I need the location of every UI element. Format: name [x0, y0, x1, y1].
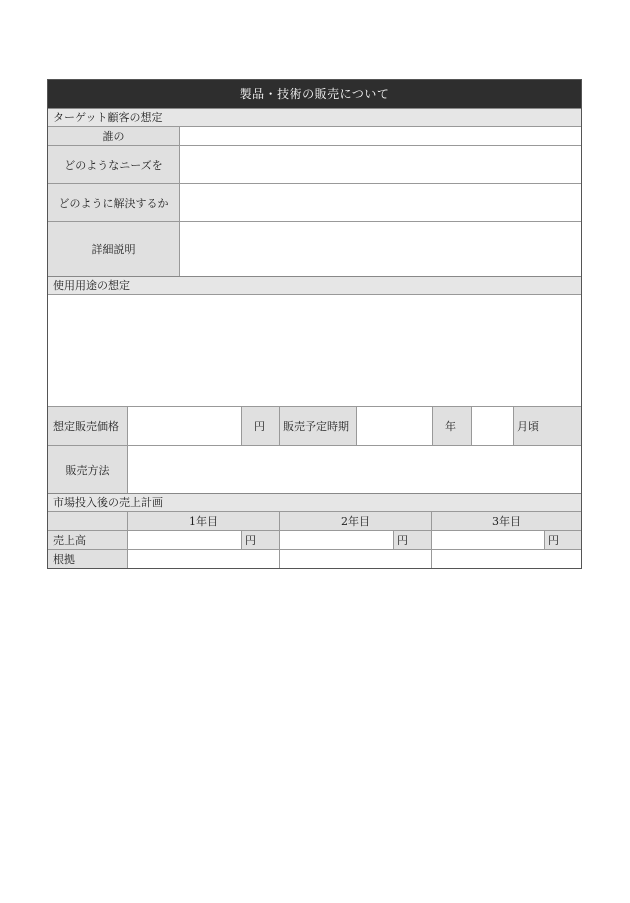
plan-corner [48, 512, 128, 530]
form-title: 製品・技術の販売について [48, 80, 581, 108]
who-row [48, 126, 581, 145]
schedule-label: 販売予定時期 [280, 407, 357, 445]
method-label: 販売方法 [48, 446, 128, 493]
who-label: 誰の [48, 127, 180, 145]
price-field[interactable] [128, 407, 242, 445]
year-2-sales-field[interactable] [280, 531, 394, 549]
usage-section-header: 使用用途の想定 [48, 276, 581, 294]
solve-label: どのように解決するか [48, 184, 180, 221]
schedule-month-field[interactable] [472, 407, 514, 445]
needs-field[interactable] [180, 146, 581, 183]
needs-label: どのようなニーズを [48, 146, 180, 183]
plan-section-header: 市場投入後の売上計画 [48, 493, 581, 511]
basis-row [48, 549, 581, 568]
target-section-header: ターゲット顧客の想定 [48, 108, 581, 126]
detail-row [48, 221, 581, 276]
sales-label: 売上高 [48, 531, 128, 549]
detail-label: 詳細説明 [48, 222, 180, 276]
sales-form [47, 79, 582, 569]
price-yen-unit: 円 [242, 407, 280, 445]
year-2-yen-unit: 円 [394, 531, 432, 549]
solve-row [48, 183, 581, 221]
schedule-year-field[interactable] [357, 407, 433, 445]
price-label: 想定販売価格 [48, 407, 128, 445]
year-unit: 年 [433, 407, 472, 445]
year-1-basis-field[interactable] [128, 550, 280, 568]
year-1-yen-unit: 円 [242, 531, 280, 549]
method-field[interactable] [128, 446, 581, 493]
month-unit: 月頃 [514, 407, 581, 445]
price-row [48, 406, 581, 445]
year-1-sales-field[interactable] [128, 531, 242, 549]
needs-row [48, 145, 581, 183]
basis-label: 根拠 [48, 550, 128, 568]
who-field[interactable] [180, 127, 581, 145]
year-3-yen-unit: 円 [545, 531, 581, 549]
year-2-basis-field[interactable] [280, 550, 432, 568]
year-1-header: 1年目 [128, 512, 280, 530]
year-3-basis-field[interactable] [432, 550, 581, 568]
usage-field[interactable] [48, 294, 581, 406]
solve-field[interactable] [180, 184, 581, 221]
plan-header-row [48, 511, 581, 530]
year-2-header: 2年目 [280, 512, 432, 530]
year-3-sales-field[interactable] [432, 531, 545, 549]
detail-field[interactable] [180, 222, 581, 276]
method-row [48, 445, 581, 493]
sales-row [48, 530, 581, 549]
year-3-header: 3年目 [432, 512, 581, 530]
